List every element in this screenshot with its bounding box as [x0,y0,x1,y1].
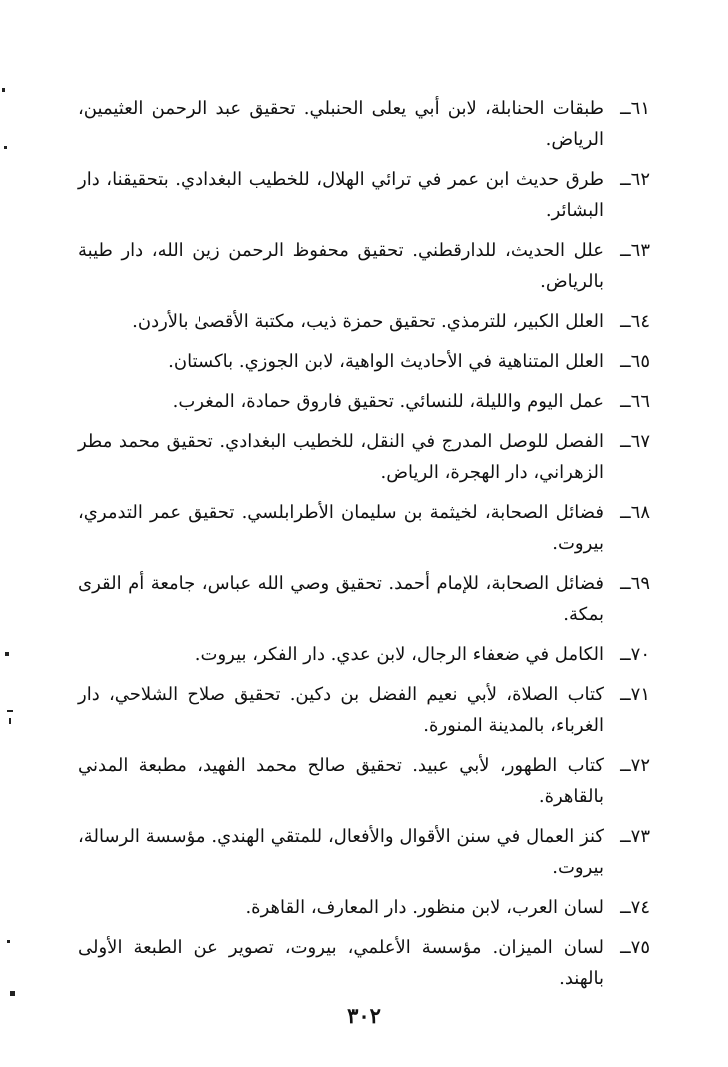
reference-text: كتاب الطهور، لأبي عبيد. تحقيق صالح محمد الفهيد، مطبعة المدني بالقاهرة. [78,755,605,807]
reference-text: العلل الكبير، للترمذي. تحقيق حمزة ذيب، مكتبة الأقصىٰ بالأردن. [132,311,604,332]
list-item [78,497,650,559]
list-item [78,346,650,377]
list-item [78,932,650,994]
reference-number: ٧٤ــ [620,897,650,918]
reference-number: ٦٢ــ [620,169,650,190]
list-item [78,821,650,883]
list-item [78,679,650,741]
reference-text: عمل اليوم والليلة، للنسائي. تحقيق فاروق حمادة، المغرب. [172,391,604,412]
reference-number: ٦٨ــ [620,502,650,523]
list-item [78,639,650,670]
reference-text: كتاب الصلاة، لأبي نعيم الفضل بن دكين. تحقيق صلاح الشلاحي، دار الغرباء، بالمدينة المنورة. [78,684,604,736]
list-item [78,892,650,923]
list-item [78,750,650,812]
reference-number: ٧٥ــ [620,937,650,958]
list-item [78,426,650,488]
scan-artifact [10,991,15,996]
list-item [78,568,650,630]
reference-text: علل الحديث، للدارقطني. تحقيق محفوظ الرحمن زين الله، دار طيبة بالرياض. [78,240,604,292]
reference-text: طبقات الحنابلة، لابن أبي يعلى الحنبلي. تحقيق عبد الرحمن العثيمين، الرياض. [78,98,604,150]
scan-artifact [5,652,9,656]
reference-number: ٦٧ــ [620,431,650,452]
reference-number: ٦٦ــ [620,391,650,412]
reference-number: ٧٠ــ [620,644,650,665]
reference-number: ٧٣ــ [620,826,650,847]
reference-text: طرق حديث ابن عمر في ترائي الهلال، للخطيب البغدادي. بتحقيقنا، دار البشائر. [78,169,604,221]
reference-text: الكامل في ضعفاء الرجال، لابن عدي. دار الفكر، بيروت. [194,644,604,665]
reference-text: كنز العمال في سنن الأقوال والأفعال، للمتقي الهندي. مؤسسة الرسالة، بيروت. [78,826,604,878]
reference-text: لسان الميزان. مؤسسة الأعلمي، بيروت، تصوير عن الطبعة الأولى بالهند. [78,937,604,989]
scan-artifact [4,146,7,149]
list-item [78,93,650,155]
reference-number: ٦٩ــ [620,573,650,594]
page-number: ٣٠٢ [347,1003,381,1028]
reference-text: لسان العرب، لابن منظور. دار المعارف، القاهرة. [245,897,604,918]
list-item [78,386,650,417]
scan-artifact [7,940,10,943]
reference-text: الفصل للوصل المدرج في النقل، للخطيب البغدادي. تحقيق محمد مطر الزهراني، دار الهجرة، الرياض. [78,431,604,483]
list-item [78,164,650,226]
reference-number: ٧١ــ [620,684,650,705]
reference-number: ٧٢ــ [620,755,650,776]
reference-text: العلل المتناهية في الأحاديث الواهية، لابن الجوزي. باكستان. [168,351,604,372]
list-item [78,306,650,337]
scan-artifact [9,718,11,724]
reference-text: فضائل الصحابة، لخيثمة بن سليمان الأطرابلسي. تحقيق عمر التدمري، بيروت. [78,502,604,554]
reference-number: ٦٤ــ [620,311,650,332]
reference-list [78,93,650,1003]
reference-text: فضائل الصحابة، للإمام أحمد. تحقيق وصي الله عباس، جامعة أم القرى بمكة. [78,573,604,625]
list-item [78,235,650,297]
reference-number: ٦٣ــ [620,240,650,261]
reference-number: ٦٥ــ [620,351,650,372]
reference-number: ٦١ــ [620,98,650,119]
scan-artifact [2,88,5,92]
scan-artifact [7,710,13,712]
